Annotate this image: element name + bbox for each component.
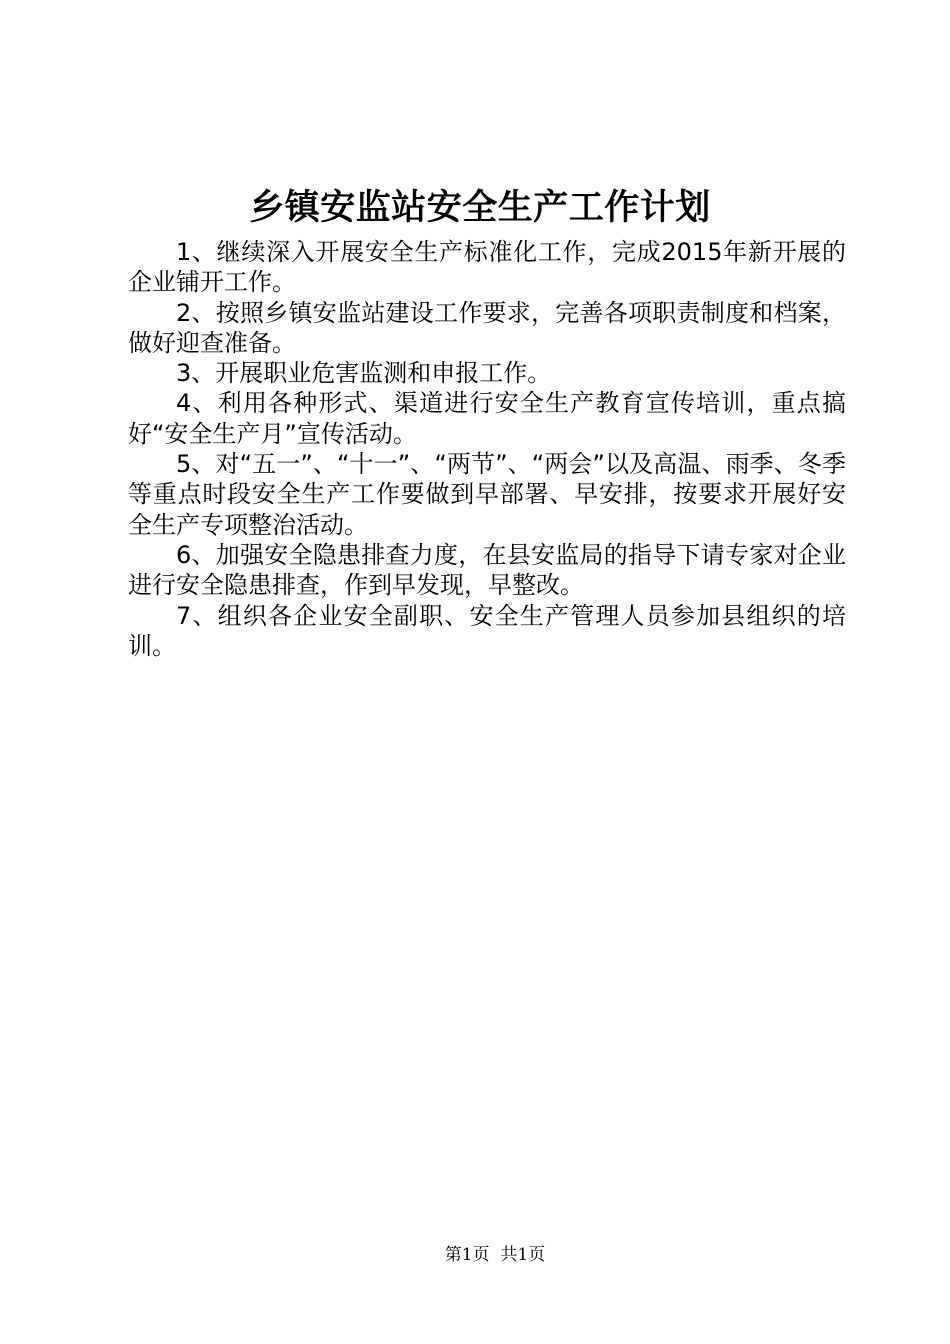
document-title: 乡镇安监站安全生产工作计划 [249, 188, 711, 228]
page-total: 共1页 [500, 1245, 546, 1265]
plan-item-5: 5、对“五一”、“十一”、“两节”、“两会”以及高温、雨季、冬季等重点时段安全生产工作要做到早部署、早安排，按要求开展好安全生产专项整治活动。 [128, 450, 846, 539]
plan-item-6: 6、加强安全隐患排查力度，在县安监局的指导下请专家对企业进行安全隐患排查，作到早发现，早整改。 [128, 540, 846, 600]
plan-item-3: 3、开展职业危害监测和申报工作。 [176, 359, 552, 388]
plan-item-1: 1、继续深入开展安全生产标准化工作，完成2015年新开展的企业铺开工作。 [128, 238, 846, 297]
document-body [128, 237, 846, 661]
plan-item-2: 2、按照乡镇安监站建设工作要求，完善各项职责制度和档案，做好迎查准备。 [128, 298, 846, 357]
page-number: 第1页 [444, 1245, 490, 1265]
plan-item-4: 4、利用各种形式、渠道进行安全生产教育宣传培训，重点搞好“安全生产月”宣传活动。 [128, 389, 846, 448]
footer-separator [490, 1245, 501, 1265]
plan-item-7: 7、组织各企业安全副职、安全生产管理人员参加县组织的培训。 [128, 601, 846, 660]
page-footer [0, 1244, 950, 1266]
